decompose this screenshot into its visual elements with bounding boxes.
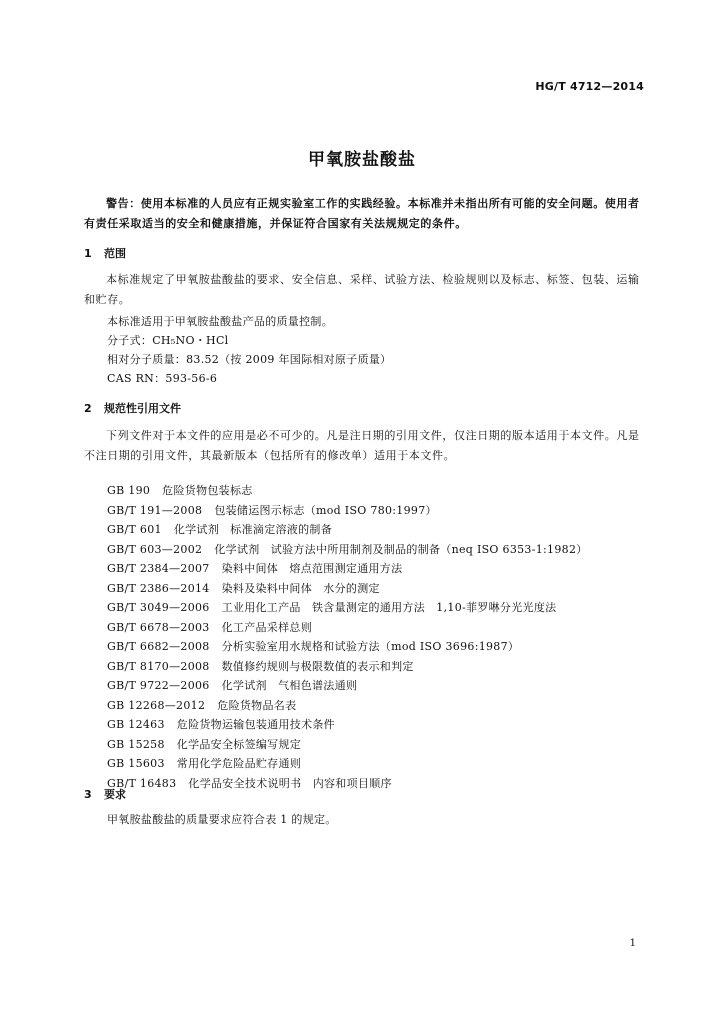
reference-title: 常用化学危险品贮存通则 xyxy=(176,757,302,770)
reference-item xyxy=(107,657,588,677)
reference-item xyxy=(107,559,588,579)
section-1-title: 范围 xyxy=(104,247,126,260)
reference-title: 化学试剂 标准滴定溶液的制备 xyxy=(173,523,333,536)
molecular-formula: 分子式：CH₅NO・HCl xyxy=(107,334,229,347)
reference-item xyxy=(107,618,588,638)
document-title: 甲氧胺盐酸盐 xyxy=(308,150,416,170)
reference-title: 工业用化工产品 铁含量测定的通用方法 1,10-菲罗啉分光光度法 xyxy=(221,601,557,614)
reference-title: 化学试剂 试验方法中所用制剂及制品的制备（neq ISO 6353-1:1982） xyxy=(214,542,588,556)
reference-item xyxy=(107,735,588,755)
reference-title: 危险货物包装标志 xyxy=(162,484,253,497)
reference-item xyxy=(107,520,588,540)
reference-item xyxy=(107,774,588,794)
reference-code: GB 12268—2012 xyxy=(107,698,206,712)
scope-paragraph-1: 本标准规定了甲氧胺盐酸盐的要求、安全信息、采样、试验方法、检验规则以及标志、标签、包装、运输和贮存。 xyxy=(84,273,640,306)
reference-list xyxy=(107,481,588,793)
reference-code: GB/T 9722—2006 xyxy=(107,679,210,692)
reference-code: GB/T 603—2002 xyxy=(107,542,203,556)
reference-title: 化学品安全标签编写规定 xyxy=(176,737,302,751)
reference-code: GB/T 16483 xyxy=(107,776,177,790)
standard-number: HG/T 4712—2014 xyxy=(535,80,644,93)
reference-title: 化学品安全技术说明书 内容和项目顺序 xyxy=(188,776,392,790)
reference-item xyxy=(107,481,588,501)
reference-item xyxy=(107,540,588,560)
section-1-number: 1 xyxy=(84,247,92,260)
reference-code: GB/T 191—2008 xyxy=(107,503,203,517)
reference-title: 包装储运图示标志（mod ISO 780:1997） xyxy=(214,503,437,517)
reference-item xyxy=(107,715,588,735)
requirements-paragraph: 甲氧胺盐酸盐的质量要求应符合表 1 的规定。 xyxy=(107,813,337,826)
cas-number: CAS RN：593-56-6 xyxy=(107,372,218,385)
reference-code: GB/T 6678—2003 xyxy=(107,620,210,634)
molecular-mass: 相对分子质量：83.52（按 2009 年国际相对原子质量） xyxy=(107,353,392,366)
reference-title: 危险货物运输包装通用技术条件 xyxy=(176,718,335,731)
reference-item xyxy=(107,579,588,599)
reference-code: GB/T 2386—2014 xyxy=(107,581,210,595)
reference-code: GB 15603 xyxy=(107,757,165,770)
reference-code: GB 12463 xyxy=(107,718,165,731)
reference-item xyxy=(107,696,588,716)
reference-title: 化工产品采样总则 xyxy=(221,620,313,634)
references-intro: 下列文件对于本文件的应用是必不可少的。凡是注日期的引用文件，仅注日期的版本适用于本文件。凡是不注日期的引用文件，其最新版本（包括所有的修改单）适用于本文件。 xyxy=(84,429,640,462)
reference-item xyxy=(107,501,588,521)
reference-code: GB/T 8170—2008 xyxy=(107,659,210,673)
section-1-heading xyxy=(84,245,126,261)
reference-item xyxy=(107,598,588,618)
reference-item xyxy=(107,754,588,774)
warning-paragraph: 警告：使用本标准的人员应有正规实验室工作的实践经验。本标准并未指出所有可能的安全问题。使用者有责任采取适当的安全和健康措施，并保证符合国家有关法规规定的条件。 xyxy=(84,197,640,230)
reference-title: 危险货物品名表 xyxy=(217,698,297,712)
reference-item xyxy=(107,637,588,657)
section-2-heading xyxy=(84,400,181,416)
section-3-title: 要求 xyxy=(104,788,126,801)
section-3-heading xyxy=(84,786,126,802)
page-number: 1 xyxy=(629,938,636,949)
section-2-number: 2 xyxy=(84,402,92,415)
reference-title: 染料及染料中间体 水分的测定 xyxy=(221,581,380,595)
section-2-title: 规范性引用文件 xyxy=(104,402,181,415)
reference-code: GB/T 6682—2008 xyxy=(107,640,210,653)
reference-title: 染料中间体 熔点范围测定通用方法 xyxy=(221,562,403,575)
reference-code: GB 15258 xyxy=(107,737,165,751)
reference-code: GB 190 xyxy=(107,484,151,497)
reference-code: GB/T 3049—2006 xyxy=(107,601,210,614)
reference-title: 分析实验室用水规格和试验方法（mod ISO 3696:1987） xyxy=(221,640,520,653)
section-3-number: 3 xyxy=(84,788,92,801)
reference-code: GB/T 2384—2007 xyxy=(107,562,210,575)
reference-title: 数值修约规则与极限数值的表示和判定 xyxy=(221,659,414,673)
scope-paragraph-2: 本标准适用于甲氧胺盐酸盐产品的质量控制。 xyxy=(107,315,333,328)
reference-code: GB/T 601 xyxy=(107,523,162,536)
reference-item xyxy=(107,676,588,696)
reference-title: 化学试剂 气相色谱法通则 xyxy=(221,679,358,692)
